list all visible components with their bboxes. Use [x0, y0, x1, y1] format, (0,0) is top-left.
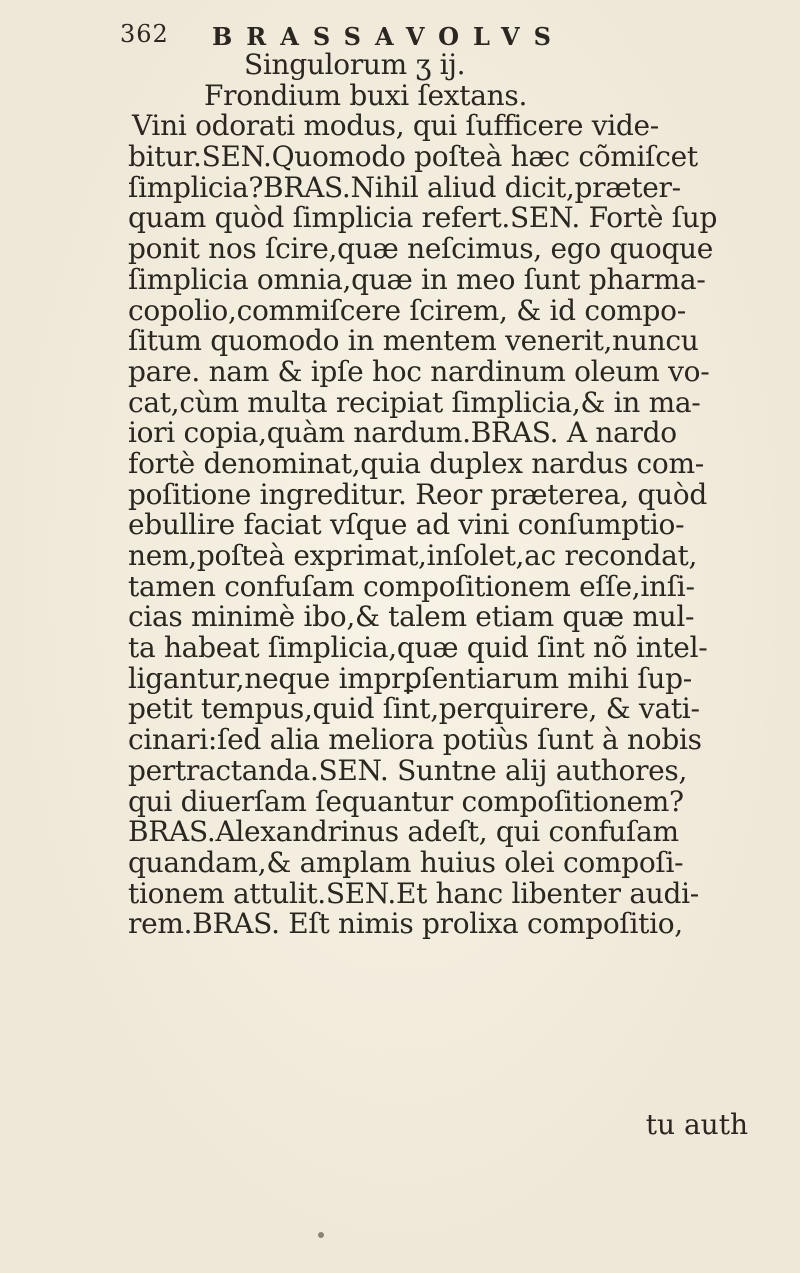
text-line: fortè denominat,quia duplex nardus com-	[128, 446, 704, 480]
ink-speck	[318, 1232, 324, 1238]
text-line: BRAS.Alexandrinus adeſt, qui confuſam	[128, 815, 679, 849]
text-line: quandam,& amplam huius olei compoſi-	[128, 845, 684, 879]
page-number: 362	[120, 20, 169, 48]
text-line: cinari:ſed alia meliora potiùs ſunt à nobis	[128, 723, 702, 757]
running-head: BRASSAVOLVS	[212, 22, 565, 51]
text-line: pertractanda.SEN. Suntne alij authores,	[128, 753, 688, 787]
text-line: bitur.SEN.Quomodo poſteà hæc cõmiſcet	[128, 140, 698, 174]
catchword: tu auth	[645, 1108, 748, 1141]
body-text	[128, 50, 768, 940]
text-line: cias minimè ibo,& talem etiam quæ mul-	[128, 600, 695, 634]
text-line: pare. nam & ipſe hoc nardinum oleum vo-	[128, 354, 710, 388]
text-line: Singulorum ʒ ij.	[244, 48, 466, 81]
text-line: ta habeat ſimplicia,quæ quid ſint nõ intel-	[128, 631, 708, 665]
text-line: Frondium buxi ſextans.	[204, 78, 528, 112]
text-line: ebullire faciat vſque ad vini conſumptio-	[128, 508, 685, 542]
text-line: quam quòd ſimplicia refert.SEN. Fortè ſup	[128, 201, 718, 235]
text-line: iori copia,quàm nardum.BRAS. A nardo	[128, 416, 677, 450]
text-line: ſimplicia omnia,quæ in meo ſunt pharma-	[128, 262, 706, 296]
text-line: tionem attulit.SEN.Et hanc libenter audi-	[128, 876, 699, 910]
text-line: ſitum quomodo in mentem venerit,nuncu	[128, 324, 699, 358]
text-line: poſitione ingreditur. Reor præterea, quòd	[128, 477, 707, 511]
text-line: ſimplicia?BRAS.Nihil aliud dicit,præter-	[128, 170, 681, 204]
text-line: nem,poſteà exprimat,inſolet,ac recondat,	[128, 539, 698, 572]
text-line: Vini odorati modus, qui ſufficere vide-	[132, 109, 659, 143]
text-line: copolio,commiſcere ſcirem, & id compo-	[128, 293, 686, 327]
text-line: ligantur,neque imprꝑſentiarum mihi ſup-	[128, 661, 692, 695]
text-line: petit tempus,quid ſint,perquirere, & vati-	[128, 692, 700, 726]
text-line: qui diuerſam ſequantur compoſitionem?	[128, 784, 684, 818]
text-line: rem.BRAS. Eſt nimis prolixa compoſitio,	[128, 907, 683, 941]
text-line: tamen confuſam compoſitionem eſſe,inſi-	[128, 569, 695, 603]
text-line: cat,cùm multa recipiat ſimplicia,& in ma-	[128, 385, 701, 419]
text-line: ponit nos ſcire,quæ neſcimus, ego quoque	[128, 232, 714, 266]
